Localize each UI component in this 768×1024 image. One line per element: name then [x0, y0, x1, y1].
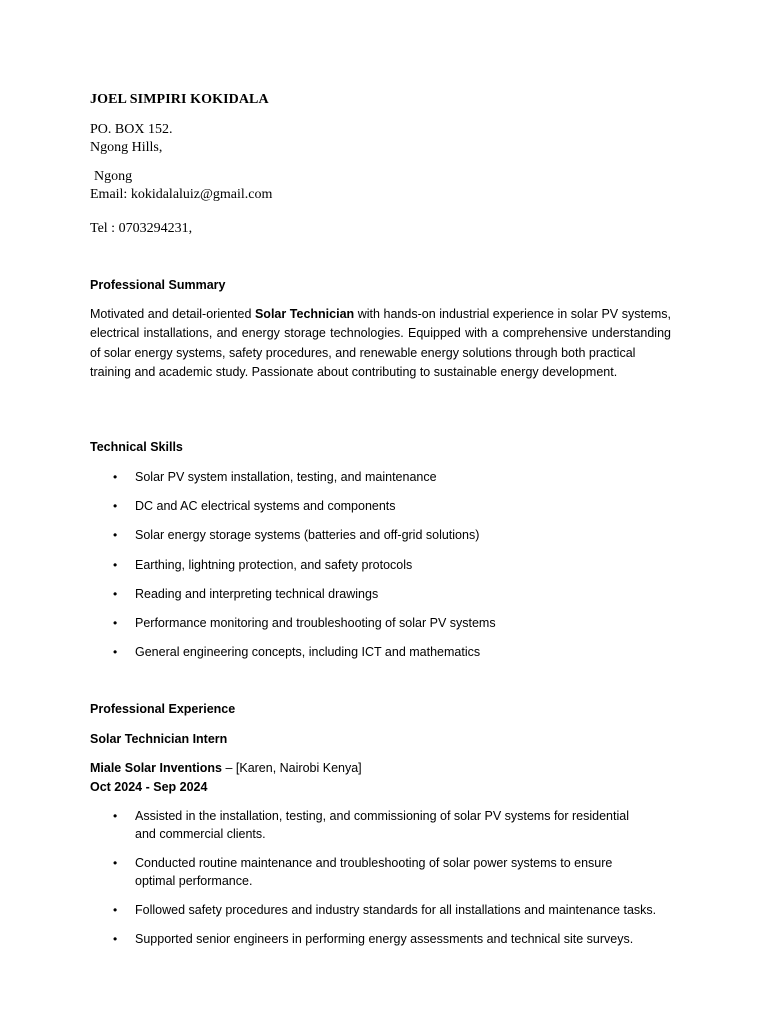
- address-po-box: PO. BOX 152.: [90, 122, 173, 137]
- bullet-icon: •: [113, 528, 118, 543]
- skills-heading: Technical Skills: [90, 440, 183, 454]
- list-item: • DC and AC electrical systems and components: [90, 498, 690, 516]
- list-item: • Performance monitoring and troubleshooting of solar PV systems: [90, 615, 690, 633]
- summary-role: Solar Technician: [254, 307, 355, 321]
- company-name: Miale Solar Inventions: [90, 761, 222, 775]
- bullet-icon: •: [113, 809, 118, 823]
- company-line: [90, 761, 362, 775]
- job-title: Solar Technician Intern: [90, 732, 228, 746]
- company-location: – [Karen, Nairobi Kenya]: [221, 761, 362, 775]
- list-item: • Solar energy storage systems (batteries and off-grid solutions): [90, 527, 690, 545]
- list-item: • Reading and interpreting technical drawings: [90, 586, 690, 604]
- list-item: • Supported senior engineers in performing energy assessments and technical site surveys.: [90, 931, 735, 949]
- bullet-icon: •: [113, 557, 118, 572]
- job-dates: Oct 2024 - Sep 2024: [90, 780, 208, 794]
- list-item: • Conducted routine maintenance and troubleshooting of solar power systems to ensure optimal performance.: [113, 856, 613, 888]
- list-item: • Assisted in the installation, testing, and commissioning of solar PV systems for residential and commercial clients.: [113, 809, 629, 841]
- duties-list: [90, 808, 657, 948]
- bullet-icon: •: [113, 856, 118, 870]
- bullet-icon: •: [113, 615, 118, 630]
- email-line: Email: kokidalaluiz@gmail.com: [90, 187, 273, 202]
- phone-line: Tel : 0703294231,: [90, 221, 193, 236]
- bullet-icon: •: [113, 586, 118, 601]
- summary-intro: Motivated and detail-oriented: [90, 307, 255, 321]
- bullet-icon: •: [113, 470, 118, 484]
- list-item: • General engineering concepts, including ICT and mathematics: [90, 644, 690, 662]
- list-item: • Solar PV system installation, testing, and maintenance: [90, 469, 690, 487]
- summary-paragraph: [90, 305, 671, 382]
- bullet-icon: •: [113, 645, 118, 660]
- skills-list: [90, 469, 690, 662]
- summary-body: with hands-on industrial experience in solar PV systems, electrical installations, and energy storage technologies. Equipped with a comprehensive understanding of solar energy systems, safety procedures, and renewable energy solutions through both practical: [90, 307, 672, 360]
- experience-heading: Professional Experience: [90, 702, 236, 716]
- address-area: Ngong Hills,: [90, 140, 163, 155]
- bullet-icon: •: [113, 499, 118, 514]
- bullet-icon: •: [113, 903, 118, 917]
- list-item: • Followed safety procedures and industry standards for all installations and maintenance tasks.: [90, 902, 735, 920]
- summary-last-line: training and academic study. Passionate about contributing to sustainable energy development.: [90, 364, 618, 379]
- address-town: Ngong: [94, 169, 133, 184]
- list-item: • Earthing, lightning protection, and safety protocols: [90, 557, 690, 575]
- summary-heading: Professional Summary: [90, 278, 226, 292]
- candidate-name: JOEL SIMPIRI KOKIDALA: [90, 92, 269, 107]
- bullet-icon: •: [113, 931, 118, 946]
